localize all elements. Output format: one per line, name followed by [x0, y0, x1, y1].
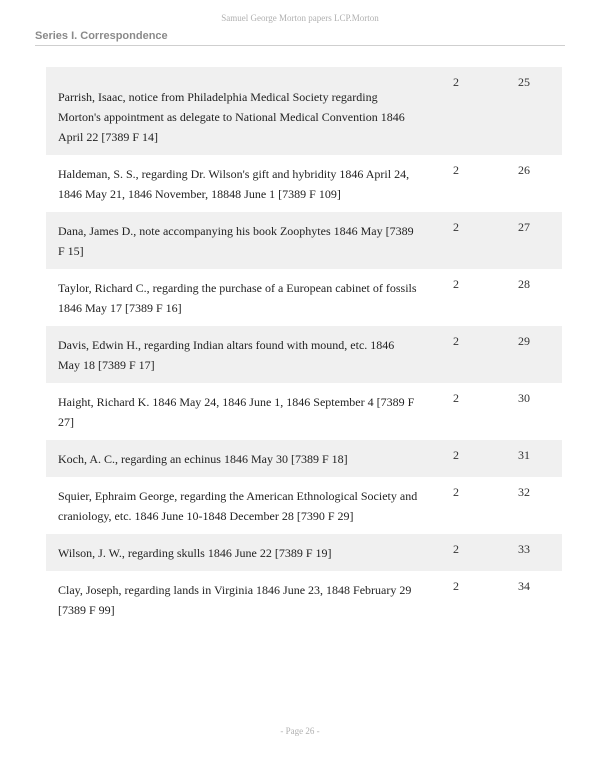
running-header: Samuel George Morton papers LCP.Morton — [221, 13, 379, 23]
entry-box: 2 — [453, 391, 459, 405]
entry-box: 2 — [453, 485, 459, 499]
series-title: Series I. Correspondence — [35, 30, 168, 42]
entry-description: Davis, Edwin H., regarding Indian altars found with mound, etc. 1846 May 18 [7389 F 17] — [58, 338, 395, 372]
table-row — [46, 477, 562, 534]
entry-folder: 32 — [518, 485, 530, 499]
entry-folder: 31 — [518, 448, 530, 462]
table-row — [46, 155, 562, 212]
entry-description: Wilson, J. W., regarding skulls 1846 June 22 [7389 F 19] — [58, 546, 332, 560]
entry-box: 2 — [453, 277, 459, 291]
entry-box: 2 — [453, 334, 459, 348]
entry-box: 2 — [453, 542, 459, 556]
entry-description: Haight, Richard K. 1846 May 24, 1846 June 1, 1846 September 4 [7389 F 27] — [58, 395, 415, 429]
entry-description: Clay, Joseph, regarding lands in Virginia 1846 June 23, 1848 February 29 [7389 F 99] — [58, 583, 412, 617]
entry-folder: 26 — [518, 163, 530, 177]
page-number: - Page 26 - — [280, 726, 320, 736]
entry-box: 2 — [453, 448, 459, 462]
entry-folder: 29 — [518, 334, 530, 348]
entry-folder: 34 — [518, 579, 530, 593]
header-rule — [35, 45, 565, 46]
table-row — [46, 212, 562, 269]
entry-description: Haldeman, S. S., regarding Dr. Wilson's gift and hybridity 1846 April 24, 1846 May 21, 1846 November, 18848 June 1 [7389 F 109] — [58, 167, 410, 201]
table-row — [46, 67, 562, 155]
table-row — [46, 571, 562, 628]
entry-description: Dana, James D., note accompanying his book Zoophytes 1846 May [7389 F 15] — [58, 224, 414, 258]
entry-box: 2 — [453, 75, 459, 89]
table-row — [46, 269, 562, 326]
correspondence-table — [46, 67, 562, 628]
entry-folder: 30 — [518, 391, 530, 405]
entry-box: 2 — [453, 220, 459, 234]
table-row — [46, 326, 562, 383]
entry-box: 2 — [453, 579, 459, 593]
entry-folder: 28 — [518, 277, 530, 291]
entry-description: Parrish, Isaac, notice from Philadelphia Medical Society regarding Morton's appointment as delegate to National Medical Convention 1846 April 22 [7389 F 14] — [58, 90, 405, 144]
entry-folder: 33 — [518, 542, 530, 556]
entry-description: Taylor, Richard C., regarding the purchase of a European cabinet of fossils 1846 May 17 [7389 F 16] — [58, 281, 417, 315]
entry-box: 2 — [453, 163, 459, 177]
entry-folder: 27 — [518, 220, 530, 234]
entry-description: Squier, Ephraim George, regarding the American Ethnological Society and craniology, etc. 1846 June 10-1848 December 28 [7390 F 29] — [58, 489, 418, 523]
table-row — [46, 534, 562, 571]
table-row — [46, 383, 562, 440]
table-row — [46, 440, 562, 477]
entry-description: Koch, A. C., regarding an echinus 1846 May 30 [7389 F 18] — [58, 452, 348, 466]
entry-folder: 25 — [518, 75, 530, 89]
